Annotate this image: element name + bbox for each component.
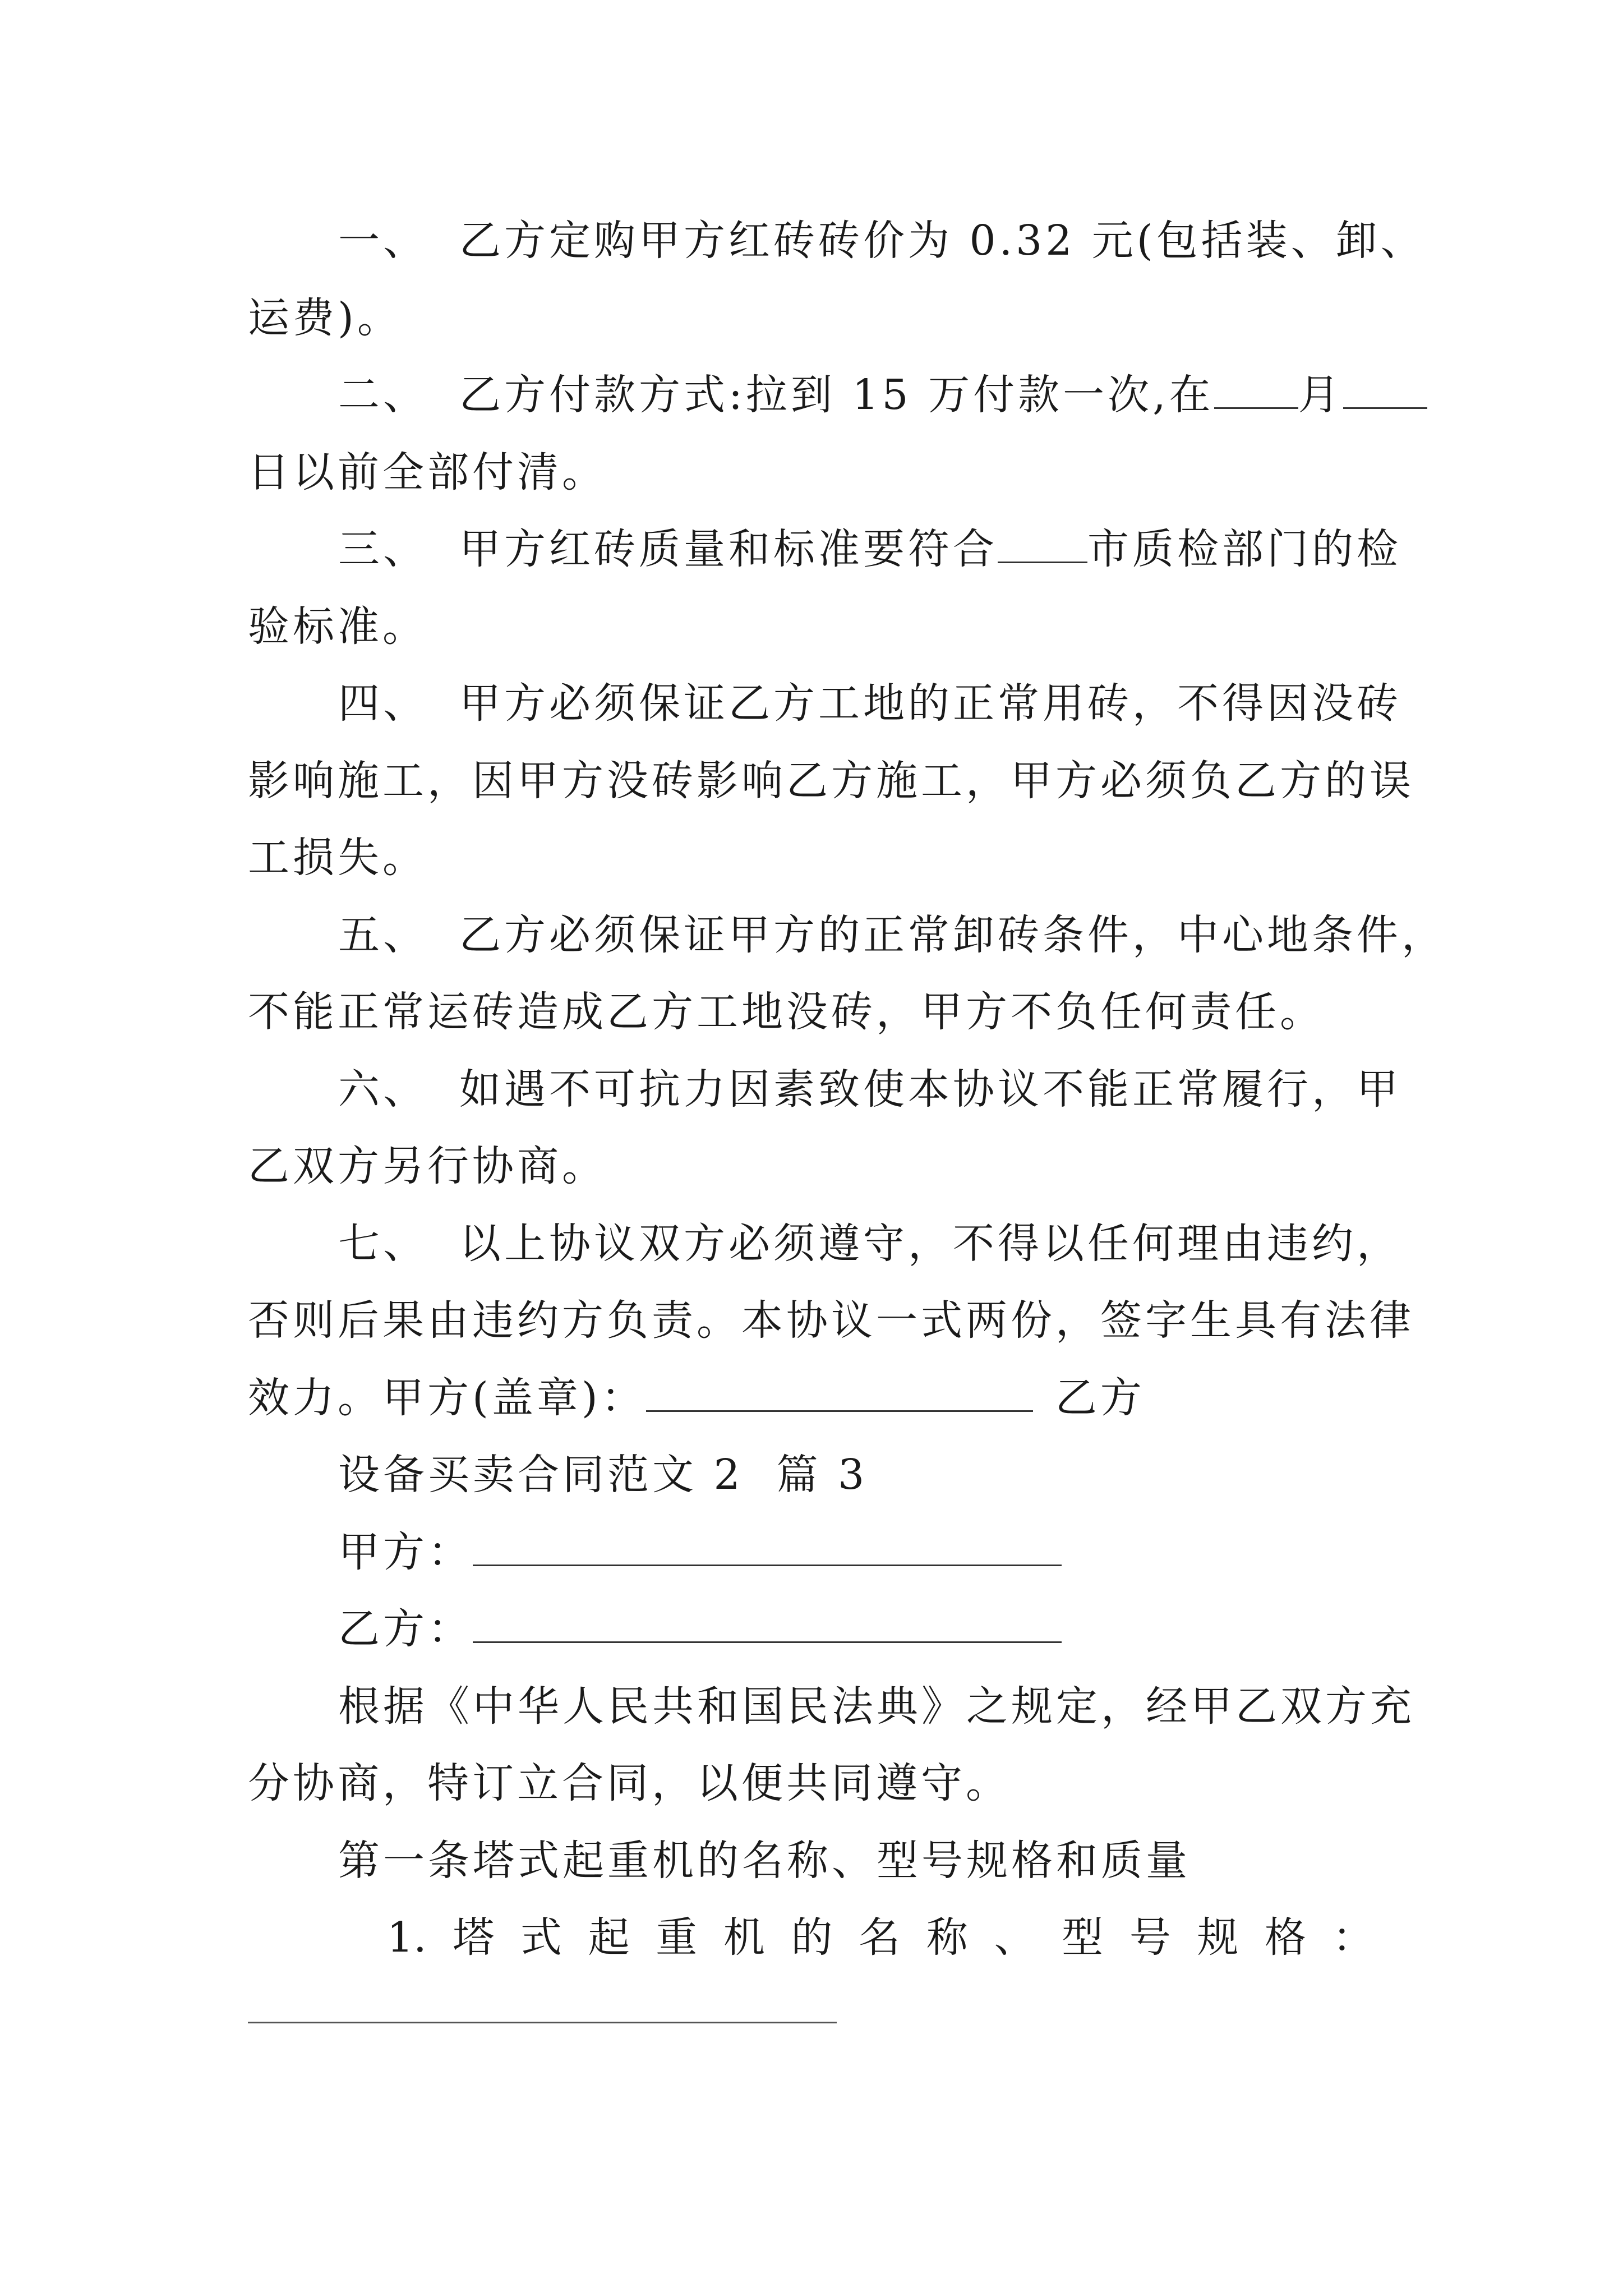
- party-a-field[interactable]: [473, 1533, 1062, 1566]
- clause-2-continuation: 日以前全部付清。: [248, 448, 607, 496]
- party-b-field[interactable]: [473, 1610, 1062, 1643]
- model-spec-blank[interactable]: [248, 2022, 837, 2023]
- clause-4: [338, 679, 1401, 728]
- item-1-char: 名: [859, 1913, 901, 1962]
- clause-5: [338, 911, 1446, 959]
- clause-2: [338, 371, 1427, 419]
- party-a-row: [338, 1528, 1062, 1576]
- item-1-char: 1.: [387, 1913, 427, 1962]
- clause-7-continuation-1: 否则后果由违约方负责。本协议一式两份，签字生具有法律: [248, 1296, 1414, 1345]
- item-1-char: 起: [588, 1913, 630, 1962]
- party-a-label: 甲方：: [338, 1528, 473, 1576]
- item-1-char: 规: [1197, 1913, 1239, 1962]
- clause-2-text-b: 月: [1298, 371, 1343, 419]
- clause-3-continuation: 验标准。: [248, 602, 427, 651]
- clause-6: [338, 1065, 1401, 1114]
- item-1-char: 、: [994, 1913, 1036, 1962]
- day-blank[interactable]: [1343, 376, 1427, 409]
- preamble-line-1: 根据《中华人民共和国民法典》之规定，经甲乙双方充: [338, 1682, 1415, 1731]
- item-1-char: 重: [656, 1913, 698, 1962]
- item-1-line: [387, 1913, 1374, 1962]
- clause-7-number: 七、: [338, 1220, 428, 1268]
- party-b-row: [338, 1605, 1062, 1653]
- clause-7-continuation-2: [248, 1374, 1145, 1422]
- item-1-char: 机: [723, 1913, 765, 1962]
- clause-7: [338, 1220, 1401, 1268]
- item-1-char: 号: [1129, 1913, 1171, 1962]
- party-b-label: 乙方：: [338, 1605, 473, 1653]
- clause-2-number: 二、: [338, 371, 428, 419]
- article-1-title: 第一条塔式起重机的名称、型号规格和质量: [338, 1837, 1191, 1885]
- item-1-char: 的: [791, 1913, 833, 1962]
- city-blank[interactable]: [998, 530, 1087, 563]
- item-1-char: ：: [1332, 1913, 1374, 1962]
- item-1-char: 塔: [453, 1913, 495, 1962]
- clause-1-number: 一、: [338, 217, 428, 265]
- clause-3-text-a: 甲方红砖质量和标准要符合: [459, 525, 998, 573]
- clause-6-number: 六、: [338, 1065, 428, 1114]
- clause-4-continuation-1: 影响施工，因甲方没砖影响乙方施工，甲方必须负乙方的误: [248, 757, 1414, 805]
- party-a-seal-label: 效力。甲方(盖章)：: [248, 1374, 646, 1422]
- party-b-label-inline: 乙方: [1055, 1374, 1145, 1422]
- section-title: 设备买卖合同范文 2 篇 3: [338, 1451, 868, 1499]
- item-1-char: 型: [1062, 1913, 1104, 1962]
- clause-5-text: 乙方必须保证甲方的正常卸砖条件，中心地条件，: [459, 911, 1446, 959]
- item-1-char: 称: [926, 1913, 968, 1962]
- clause-6-continuation: 乙双方另行协商。: [248, 1142, 607, 1190]
- clause-2-text-a: 乙方付款方式:拉到 15 万付款一次,在: [459, 371, 1214, 419]
- month-blank[interactable]: [1214, 376, 1298, 409]
- clause-3-number: 三、: [338, 525, 428, 573]
- clause-3-text-b: 市质检部门的检: [1087, 525, 1401, 573]
- item-1-char: 式: [520, 1913, 562, 1962]
- clause-5-number: 五、: [338, 911, 428, 959]
- clause-4-continuation-2: 工损失。: [248, 834, 427, 882]
- clause-4-text: 甲方必须保证乙方工地的正常用砖，不得因没砖: [459, 679, 1401, 728]
- clause-7-text: 以上协议双方必须遵守，不得以任何理由违约，: [459, 1220, 1401, 1268]
- clause-3: [338, 525, 1401, 573]
- clause-6-text: 如遇不可抗力因素致使本协议不能正常履行，甲: [459, 1065, 1401, 1114]
- item-1-char: 格: [1265, 1913, 1307, 1962]
- clause-1-text: 乙方定购甲方红砖砖价为 0.32 元(包括装、卸、: [459, 217, 1426, 265]
- preamble-line-2: 分协商，特订立合同，以便共同遵守。: [248, 1759, 1011, 1807]
- party-a-seal-blank[interactable]: [646, 1379, 1033, 1412]
- clause-1-continuation: 运费)。: [248, 294, 402, 342]
- clause-4-number: 四、: [338, 679, 428, 728]
- clause-1: [338, 217, 1426, 265]
- clause-5-continuation: 不能正常运砖造成乙方工地没砖，甲方不负任何责任。: [248, 988, 1325, 1036]
